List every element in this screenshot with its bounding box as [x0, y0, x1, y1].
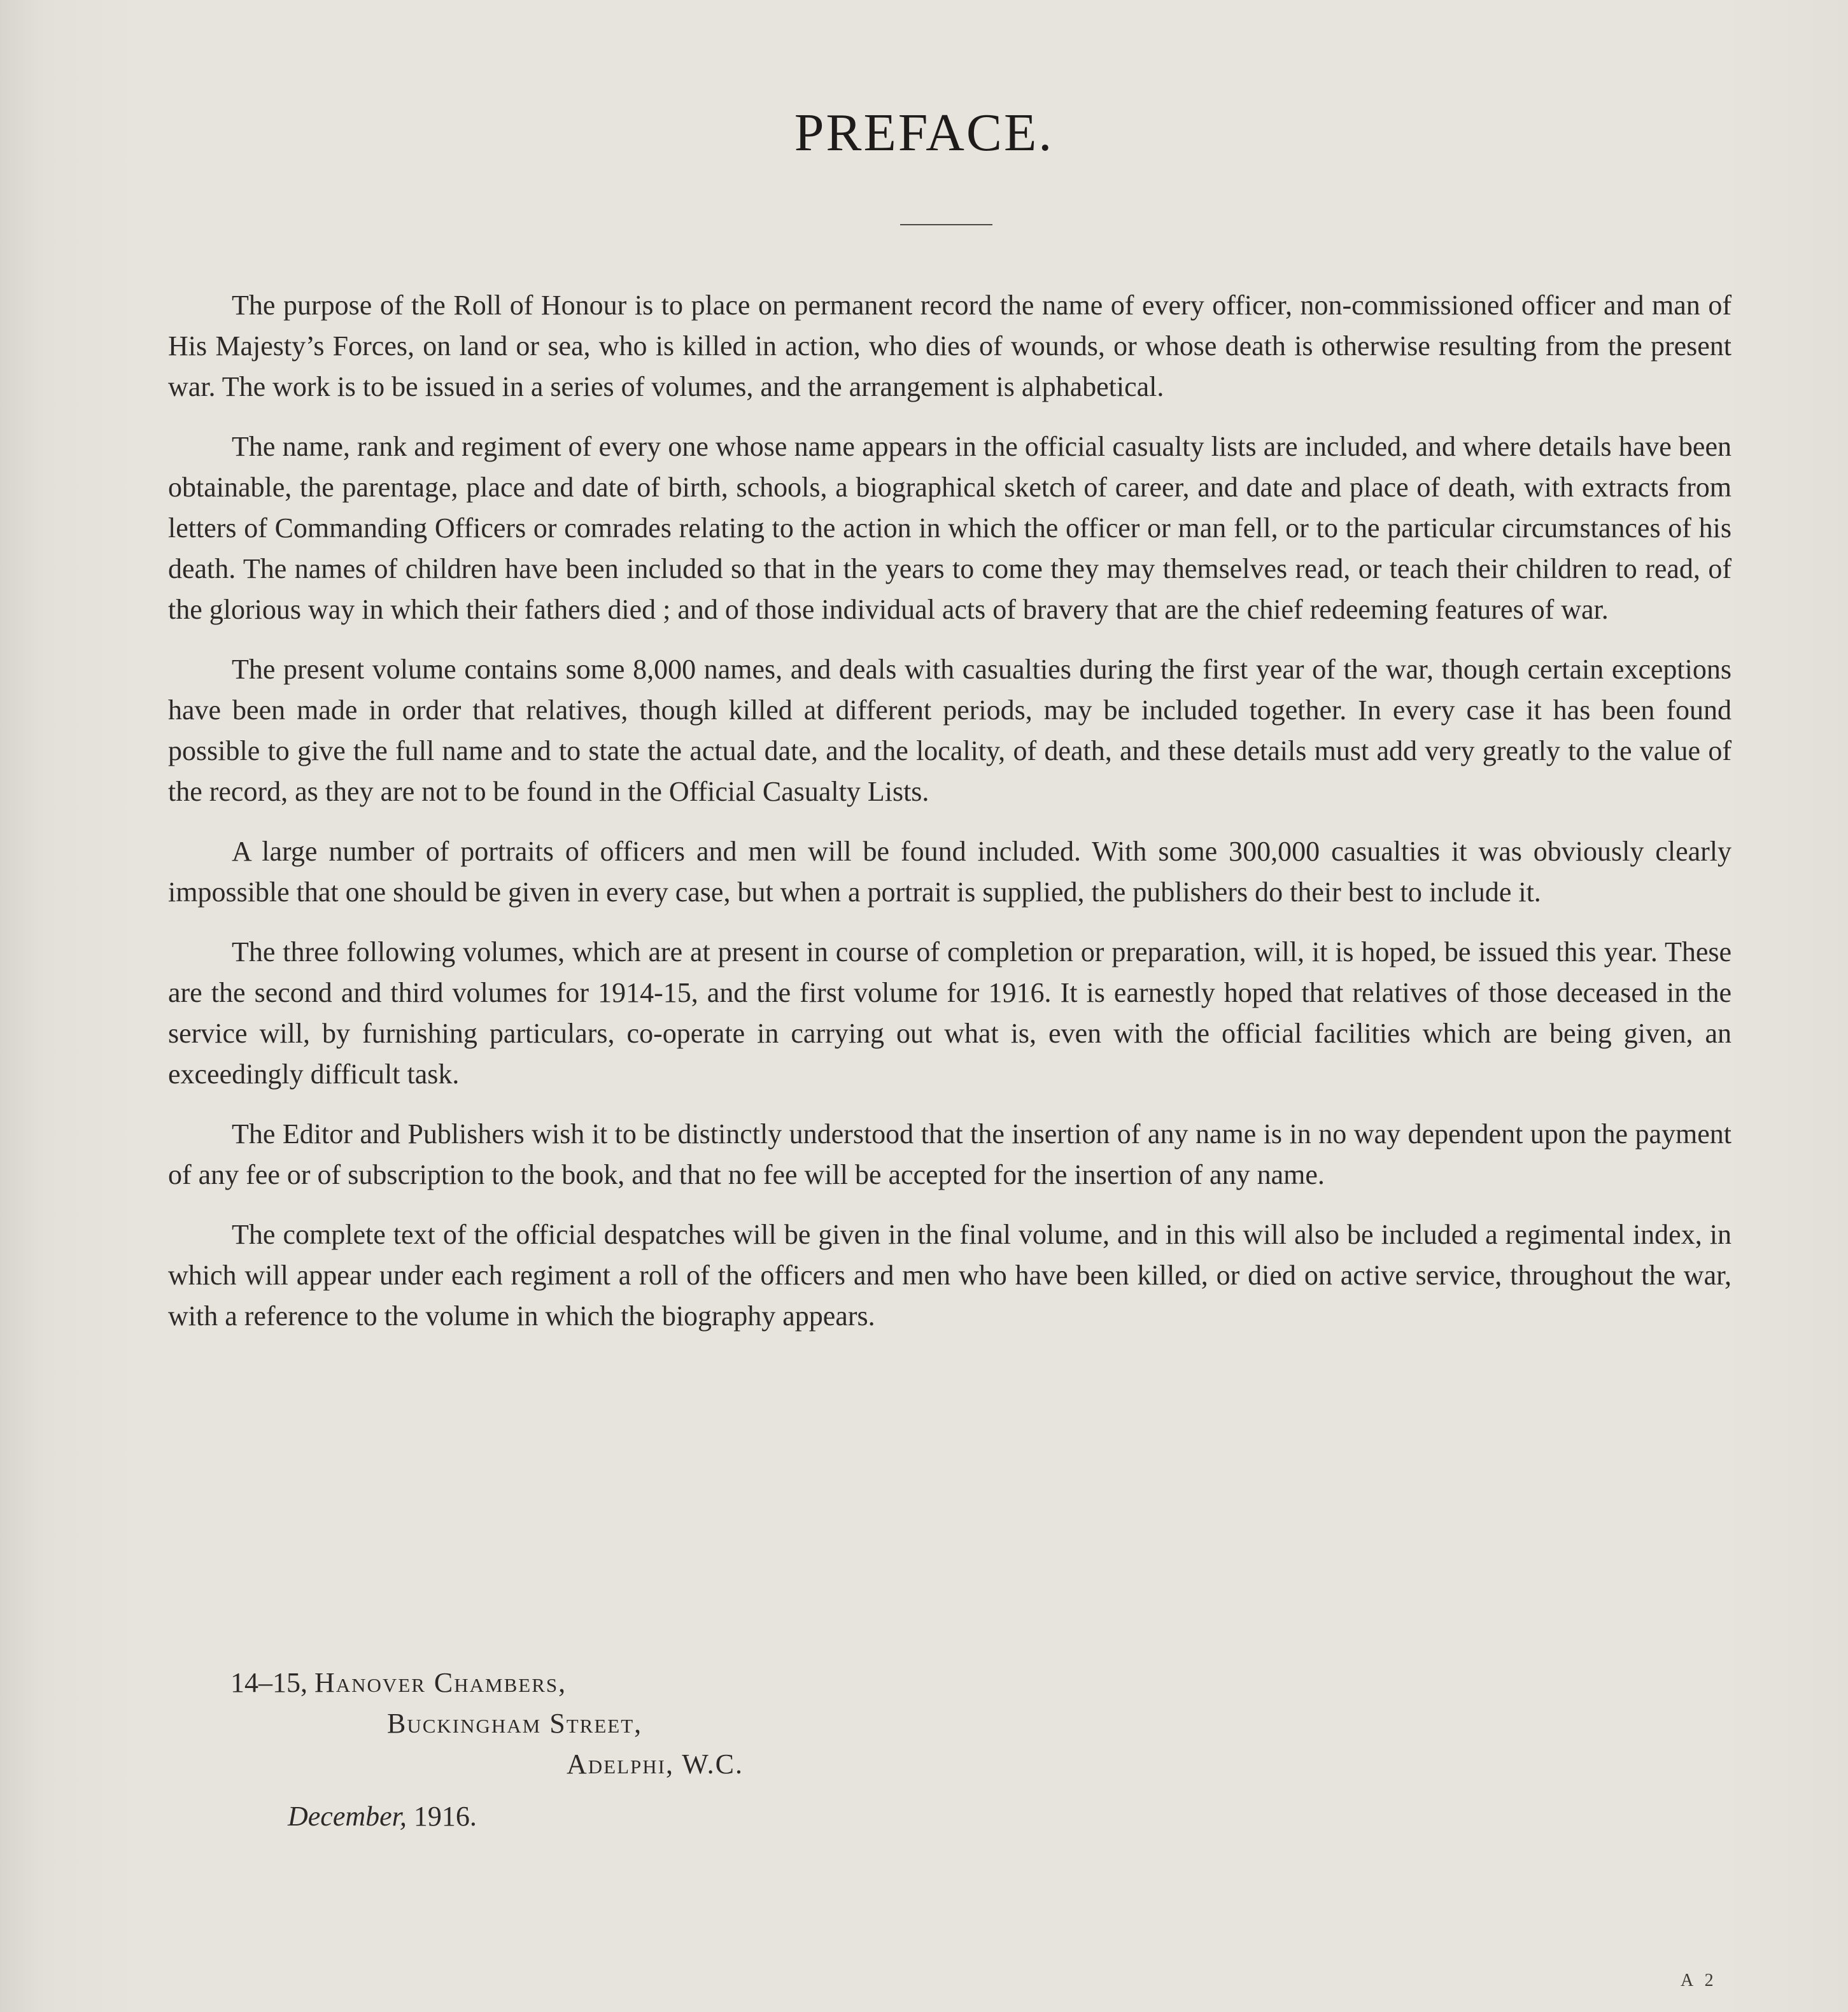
publisher-address [230, 1663, 744, 1785]
title-rule-divider [900, 224, 992, 225]
address-street-1: Hanover Chambers, [314, 1667, 567, 1698]
preface-paragraph-1: The purpose of the Roll of Honour is to place on permanent record the name of every officer, non-commissioned officer and man of His Majesty’s Forces, on land or sea, who is killed in action, who dies of wounds, or whose death is otherwise resulting from the present war. The work is to be issued in a series of volumes, and the arrangement is alphabetical. [168, 290, 1732, 402]
address-number: 14–15, [230, 1667, 307, 1698]
preface-date [288, 1796, 477, 1837]
preface-paragraph-2: The name, rank and regiment of every one whose name appears in the official casualty lists are included, and where details have been obtainable, the parentage, place and date of birth, schools, a biographical sketch of career, and date and place of death, with extracts from letters of Commanding Officers or comrades relating to the action in which the officer or man fell, or to the particular circumstances of his death. The names of children have been included so that in the years to come they may themselves read, or teach their children to read, of the glorious way in which their fathers died ; and of those individual acts of bravery that are the chief redeeming features of war. [168, 431, 1732, 625]
address-line-2: Buckingham Street, [387, 1708, 643, 1739]
preface-paragraph-6: The Editor and Publishers wish it to be distinctly understood that the insertion of any name is in no way dependent upon the payment of any fee or of subscription to the book, and that no fee will be accepted for the insertion of any name. [168, 1118, 1732, 1190]
date-month: December, [288, 1801, 407, 1832]
page-folio: A 2 [1681, 1971, 1718, 1990]
address-line-1 [230, 1663, 744, 1703]
preface-paragraph-3: The present volume contains some 8,000 names, and deals with casualties during the first year of the war, though certain exceptions have been made in order that relatives, though killed at different periods, may be included together. In every case it has been found possible to give the full name and to state the actual date, and the locality, of death, and these details must add very greatly to the value of the record, as they are not to be found in the Official Casualty Lists. [168, 654, 1732, 807]
address-line-3: Adelphi, W.C. [567, 1748, 744, 1780]
preface-paragraph-5: The three following volumes, which are at present in course of completion or preparation, will, it is hoped, be issued this year. These are the second and third volumes for 1914-15, and the first volume for 1916. It is earnestly hoped that relatives of those deceased in the service will, by furnishing particulars, co-operate in carrying out what is, even with the official facilities which are being given, an exceedingly difficult task. [168, 936, 1732, 1090]
date-year: 1916. [413, 1801, 477, 1832]
preface-paragraph-4: A large number of portraits of officers and men will be found included. With some 300,000 casualties it was obviously clearly impossible that one should be given in every case, but when a portrait is supplied, the publishers do their best to include it. [168, 836, 1732, 908]
preface-paragraph-7: The complete text of the official despatches will be given in the final volume, and in this will also be included a regimental index, in which will appear under each regiment a roll of the officers and men who have been killed, or died on active service, throughout the war, with a reference to the volume in which the biography appears. [168, 1219, 1732, 1332]
page-title: PREFACE. [794, 103, 1054, 162]
preface-body [168, 285, 1732, 1356]
